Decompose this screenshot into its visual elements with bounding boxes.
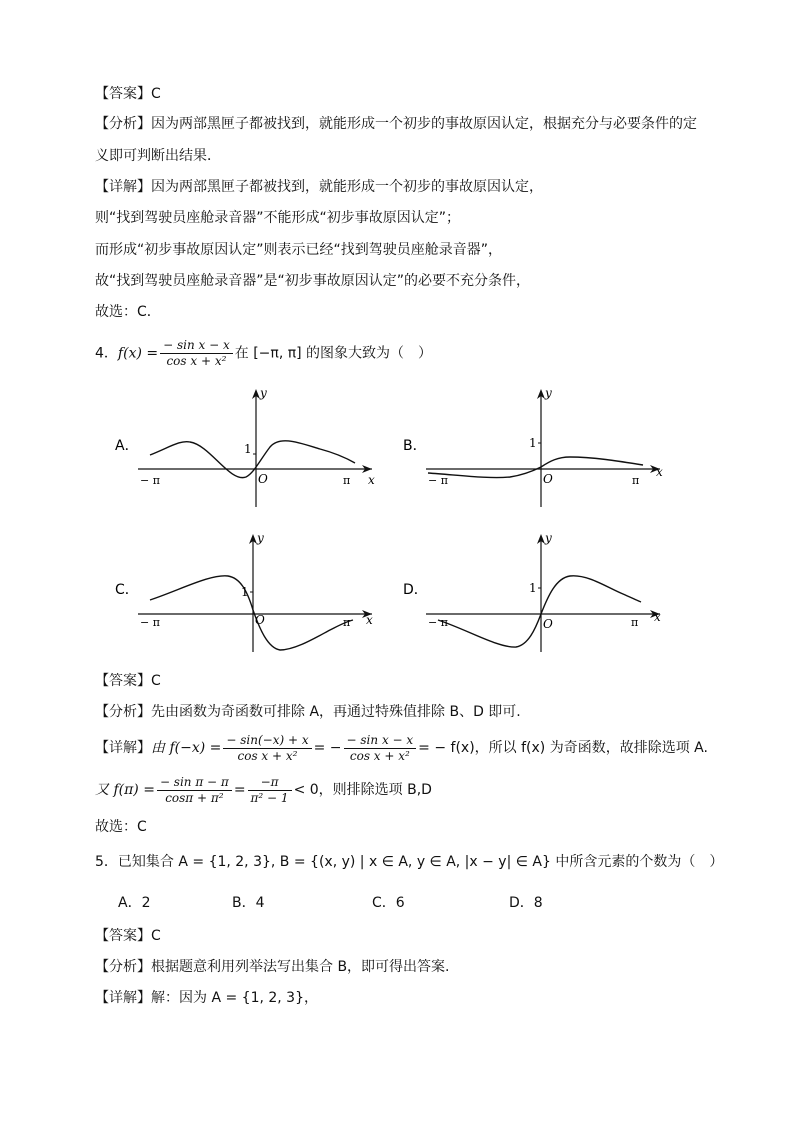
graph-b-origin: O: [543, 472, 553, 486]
q4-detail2-pre: 又 f(π) =: [95, 782, 155, 798]
q5-analysis-label: 【分析】: [95, 959, 151, 975]
graph-b-pi: π: [632, 474, 640, 487]
graph-a-x-label: x: [368, 473, 375, 487]
q3-analysis-text1: 因为两部黑匣子都被找到，就能形成一个初步的事故原因认定，根据充分与必要条件的定: [151, 116, 697, 132]
q5-answer-label: 【答案】: [95, 928, 151, 944]
graph-c-neg-pi: − π: [140, 616, 160, 629]
q3-analysis-label: 【分析】: [95, 116, 151, 132]
graph-d-label: D．: [403, 582, 428, 598]
q5-detail-text: 解：因为 A = {1, 2, 3}，: [151, 990, 318, 1006]
graph-c-origin: O: [255, 613, 265, 627]
q4-answer-label: 【答案】: [95, 673, 151, 689]
q4-detail-eq: = −: [313, 740, 342, 756]
q4-detail-line2: [95, 774, 432, 806]
q4-detail2-f1-denominator: cosπ + π²: [165, 790, 224, 805]
graph-a-neg-pi: − π: [140, 474, 160, 487]
q4-detail-fraction1: [223, 733, 311, 764]
graph-c-pi: π: [343, 616, 351, 629]
q4-detail2-fraction2: [248, 775, 292, 806]
q5-detail-line: [95, 988, 318, 1008]
q4-detail2-f2-numerator: −π: [248, 775, 292, 791]
graph-b-neg-pi: − π: [428, 474, 448, 487]
q3-choose: 故选：C．: [95, 304, 161, 320]
q3-detail-text1: 因为两部黑匣子都被找到，就能形成一个初步的事故原因认定，: [151, 179, 543, 195]
q4-stem-tail: 在 [−π, π] 的图象大致为（ ）: [234, 345, 433, 362]
q3-detail-line1: [95, 177, 543, 197]
graph-a-one: 1: [244, 442, 252, 456]
q4-answer-line: [95, 671, 161, 691]
q4-detail-f2-numerator: − sin x − x: [344, 733, 417, 749]
q4-func-numerator: − sin x − x: [160, 338, 233, 354]
graph-d-y-label: y: [545, 531, 552, 545]
graph-b-y-label: y: [545, 386, 552, 400]
q4-detail-pre: 由 f(−x) =: [151, 740, 222, 756]
graph-c-label: C．: [115, 582, 139, 598]
graph-d: [398, 530, 668, 655]
q5-analysis-line: [95, 957, 450, 977]
q4-choose: 故选：C: [95, 819, 147, 835]
q4-stem: [95, 338, 432, 369]
q4-detail-f1-numerator: − sin(−x) + x: [223, 733, 311, 749]
graph-b-x-label: x: [656, 465, 663, 479]
q4-analysis-line: [95, 702, 521, 722]
q4-func-denominator: cos x + x²: [166, 354, 227, 368]
q5-answer-value: C: [151, 928, 161, 944]
q5-detail-label: 【详解】: [95, 990, 151, 1006]
q3-analysis-line1: [95, 114, 697, 134]
q3-analysis-line2: 义即可判断出结果．: [95, 148, 221, 164]
q4-detail2-f1-numerator: − sin π − π: [157, 775, 232, 791]
q4-detail-post: = − f(x)，所以 f(x) 为奇函数，故排除选项 A.: [418, 740, 708, 756]
q4-detail-fraction2: [344, 733, 417, 764]
q5-choice-d: D．8: [509, 895, 543, 911]
graph-a-curve: [150, 441, 355, 478]
graph-c: [110, 530, 380, 655]
graph-a-pi: π: [343, 474, 351, 487]
q4-detail2-f2-denominator: π² − 1: [250, 790, 289, 805]
graph-d-pi: π: [631, 616, 639, 629]
graph-b-one: 1: [529, 436, 537, 450]
graph-b-label: B．: [403, 438, 427, 454]
q4-func-lhs: f(x) =: [117, 345, 159, 362]
q4-detail2-eq: =: [233, 782, 246, 798]
q5-analysis-text: 根据题意利用列举法写出集合 B，即可得出答案.: [151, 959, 450, 975]
graph-b: [398, 385, 668, 510]
q4-detail2-fraction1: [157, 775, 232, 806]
q4-detail-line1: [95, 732, 708, 764]
graph-a-y-label: y: [260, 386, 267, 400]
q3-answer-value: C: [151, 86, 161, 102]
graph-d-one: 1: [529, 581, 537, 595]
q3-detail-line4: 故“找到驾驶员座舱录音器”是“初步事故原因认定”的必要不充分条件，: [95, 273, 531, 289]
graph-a-label: A．: [115, 438, 139, 454]
graph-d-origin: O: [543, 617, 553, 631]
q3-answer-line: [95, 84, 161, 104]
graph-a-origin: O: [258, 472, 268, 486]
q4-number: 4．: [95, 345, 118, 362]
q3-detail-line2: 则“找到驾驶员座舱录音器”不能形成“初步事故原因认定”；: [95, 210, 461, 226]
q3-detail-label: 【详解】: [95, 179, 151, 195]
q5-stem: 5．已知集合 A = {1, 2, 3}, B = {(x, y) | x ∈ A, y ∈ A, |x − y| ∈ A} 中所含元素的个数为（ ）: [95, 854, 724, 870]
q4-detail2-post: < 0，则排除选项 B,D: [293, 782, 432, 798]
graph-d-x-label: x: [654, 610, 661, 624]
graph-d-curve: [438, 576, 641, 647]
q5-choice-b: B．4: [232, 895, 265, 911]
graph-c-one: 1: [241, 585, 249, 599]
q5-choice-c: C．6: [372, 895, 405, 911]
q4-answer-value: C: [151, 673, 161, 689]
q4-detail-f1-denominator: cos x + x²: [237, 748, 298, 763]
q3-answer-label: 【答案】: [95, 86, 151, 102]
q5-answer-line: [95, 926, 161, 946]
graph-b-curve: [428, 457, 643, 478]
graph-a: [110, 385, 380, 510]
graph-c-x-label: x: [366, 613, 373, 627]
q5-choice-a: A．2: [118, 895, 151, 911]
q3-detail-line3: 而形成“初步事故原因认定”则表示已经“找到驾驶员座舱录音器”，: [95, 242, 503, 258]
q4-analysis-label: 【分析】: [95, 704, 151, 720]
q4-func-fraction: [160, 338, 233, 369]
graph-c-curve: [150, 576, 353, 650]
q4-analysis-text: 先由函数为奇函数可排除 A，再通过特殊值排除 B、D 即可.: [151, 704, 521, 720]
q4-detail-f2-denominator: cos x + x²: [349, 748, 410, 763]
q4-detail-label: 【详解】: [95, 740, 151, 756]
graph-d-neg-pi: − π: [428, 616, 448, 629]
graph-c-y-label: y: [257, 531, 264, 545]
